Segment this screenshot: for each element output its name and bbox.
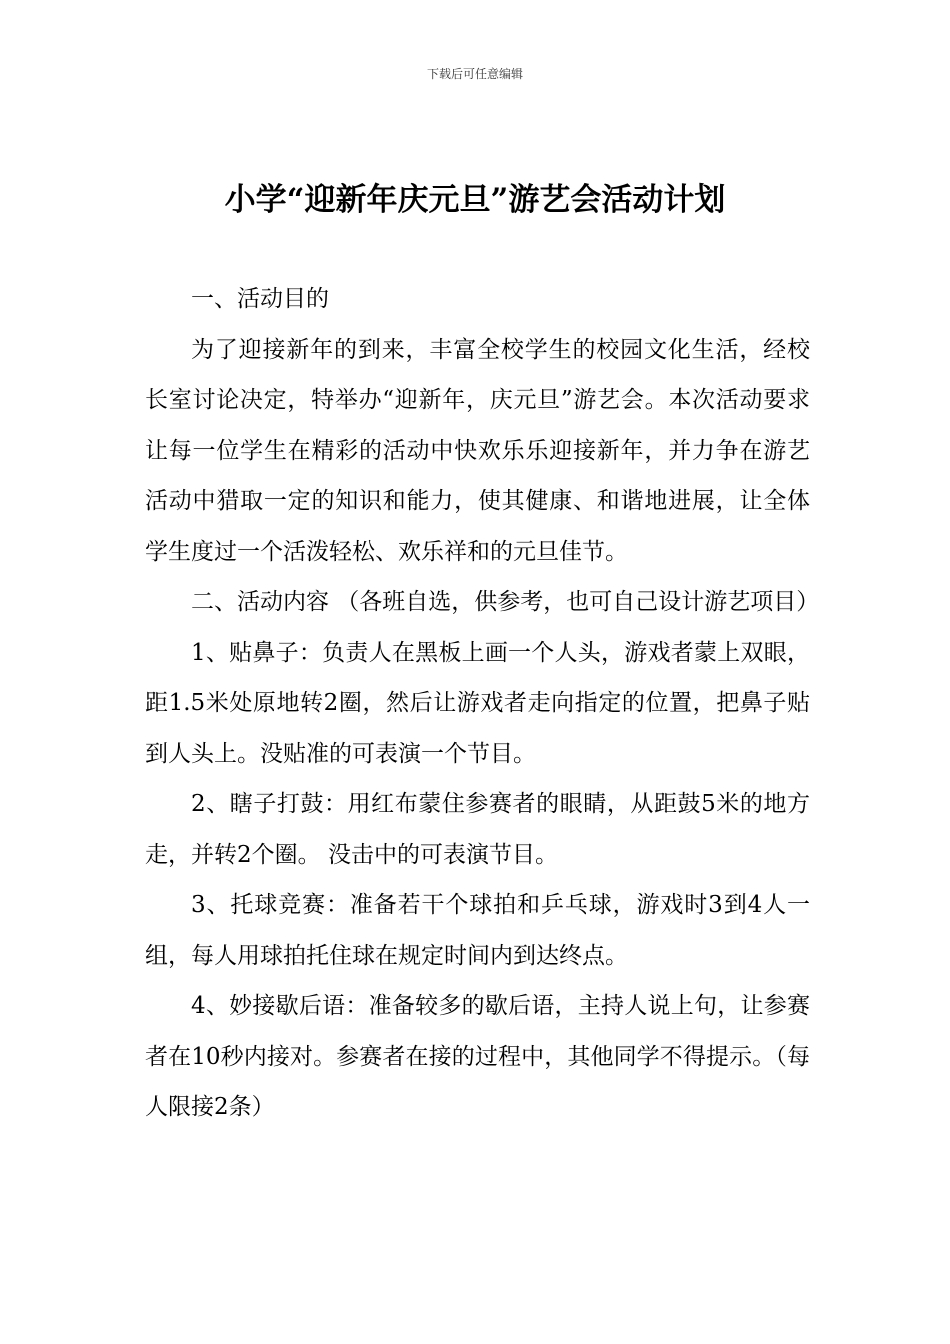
section-heading-purpose: 一、活动目的 xyxy=(191,286,329,312)
paragraph-item-1: 1、贴鼻子：负责人在黑板上画一个人头，游戏者蒙上双眼，距1.5米处原地转2圈，然后让游戏者走向指定的位置，把鼻子贴到人头上。没贴准的可表演一个节目。 xyxy=(145,639,810,767)
document-body xyxy=(145,274,820,1133)
paragraph-item-2: 2、瞎子打鼓：用红布蒙住参赛者的眼睛，从距鼓5米的地方走，并转2个圈。 没击中的可表演节目。 xyxy=(145,791,810,868)
paragraph-purpose: 为了迎接新年的到来，丰富全校学生的校园文化生活，经校长室讨论决定，特举办“迎新年，庆元旦”游艺会。本次活动要求让每一位学生在精彩的活动中快欢乐乐迎接新年，并力争在游艺活动中猎取一定的知识和能力，使其健康、和谐地进展，让全体学生度过一个活泼轻松、欢乐祥和的元旦佳节。 xyxy=(145,336,810,565)
document-title: 小学“迎新年庆元旦”游艺会活动计划 xyxy=(224,182,726,218)
paragraph-item-4: 4、妙接歇后语：准备较多的歇后语，主持人说上句，让参赛者在10秒内接对。参赛者在接的过程中，其他同学不得提示。（每人限接2条） xyxy=(145,993,810,1120)
section-heading-content: 二、活动内容 （各班自选，供参考，也可自己设计游艺项目） xyxy=(191,589,820,615)
paragraph-item-3: 3、托球竞赛：准备若干个球拍和乒乓球，游戏时3到4人一组，每人用球拍托住球在规定时间内到达终点。 xyxy=(145,892,810,969)
header-note: 下载后可任意编辑 xyxy=(426,67,523,81)
